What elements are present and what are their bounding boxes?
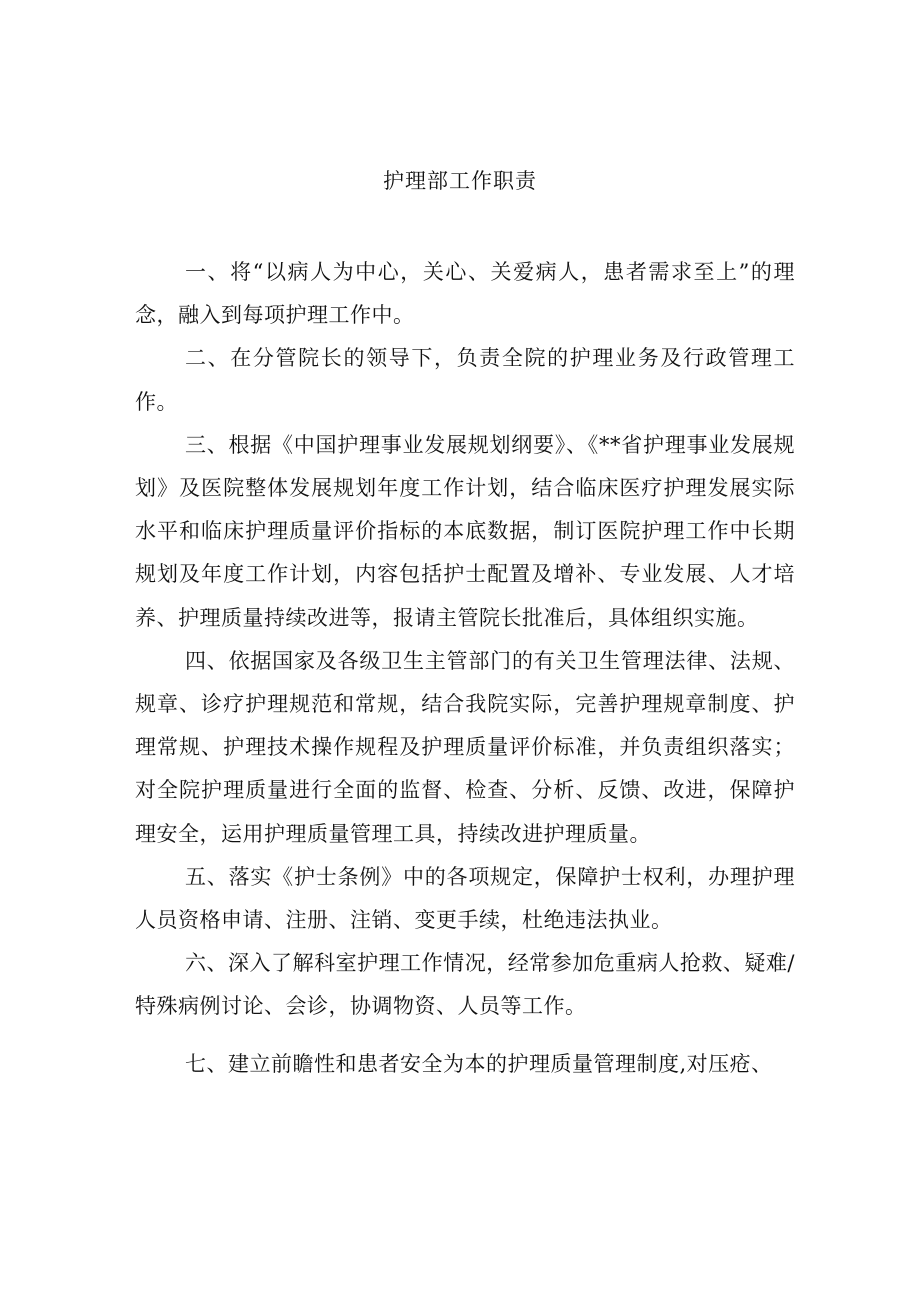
paragraph-2: 二、在分管院长的领导下，负责全院的护理业务及行政管理工作。	[135, 346, 795, 414]
document-title: 护理部工作职责	[383, 169, 537, 193]
document-body	[135, 251, 795, 1086]
paragraph-6: 六、深入了解科室护理工作情况，经常参加危重病人抢救、疑难/特殊病例讨论、会诊，协调物资、人员等工作。	[135, 951, 795, 1019]
paragraph-5: 五、落实《护士条例》中的各项规定，保障护士权利，办理护理人员资格申请、注册、注销、变更手续，杜绝违法执业。	[135, 864, 795, 933]
paragraph-4: 四、依据国家及各级卫生主管部门的有关卫生管理法律、法规、规章、诊疗护理规范和常规，结合我院实际，完善护理规章制度、护理常规、护理技术操作规程及护理质量评价标准，并负责组织落实；对全院护理质量进行全面的监督、检查、分析、反馈、改进，保障护理安全，运用护理质量管理工具，持续改进护理质量。	[135, 648, 795, 846]
paragraph-7: 七、建立前瞻性和患者安全为本的护理质量管理制度,对压疮、	[185, 1051, 773, 1076]
paragraph-1: 一、将“以病人为中心，关心、关爱病人，患者需求至上”的理念，融入到每项护理工作中。	[135, 260, 795, 328]
paragraph-3: 三、根据《中国护理事业发展规划纲要》、《**省护理事业发展规划》及医院整体发展规划年度工作计划，结合临床医疗护理发展实际水平和临床护理质量评价指标的本底数据，制订医院护理工作中长期规划及年度工作计划，内容包括护士配置及增补、专业发展、人才培养、护理质量持续改进等，报请主管院长批准后，具体组织实施。	[135, 432, 795, 630]
